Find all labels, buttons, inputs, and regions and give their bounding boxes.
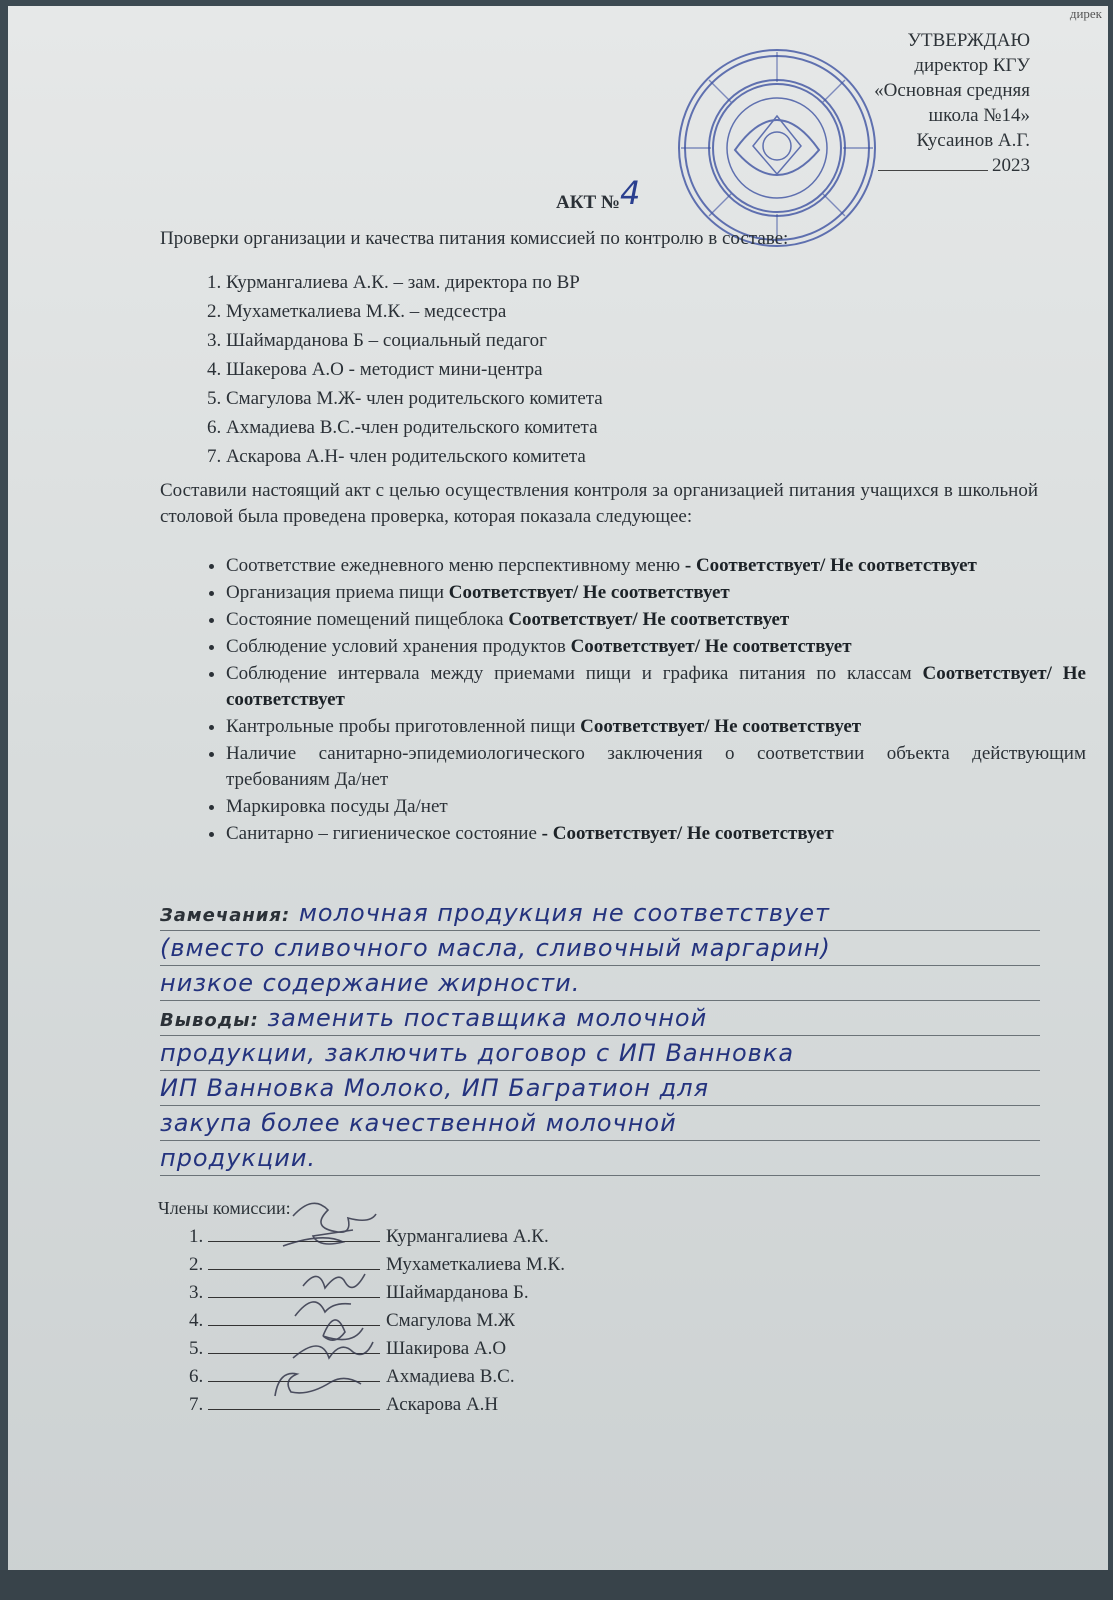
list-item: 6. Ахмадиева В.С.-член родительского комитета	[226, 413, 603, 442]
signature-row: 1. Курмангалиева А.К.	[208, 1223, 858, 1251]
check-result: Соответствует/ Не соответствует	[552, 823, 834, 844]
check-result: Соответствует/ Не соответствует	[570, 636, 852, 657]
list-item: 5. Смагулова М.Ж- член родительского комитета	[226, 384, 603, 413]
remarks-label: Замечания:	[160, 905, 291, 926]
signature-row: 4. Смагулова М.Ж	[208, 1307, 858, 1335]
conclusions-label: Выводы:	[160, 1010, 259, 1031]
check-item: • Соответствие ежедневного меню перспективному меню - Соответствует/ Не соответствует	[226, 553, 1086, 579]
list-item: 2. Мухаметкалиева М.К. – медсестра	[226, 297, 603, 326]
check-item: • Соблюдение условий хранения продуктов Соответствует/ Не соответствует	[226, 634, 1086, 660]
check-item: • Соблюдение интервала между приемами пищи и графика питания по классам Соответствует/ Не соответствует	[226, 661, 1086, 713]
intro-text: Проверки организации и качества питания комиссией по контролю в составе:	[160, 228, 789, 249]
corner-text: дирек	[1069, 6, 1102, 21]
check-item: • Маркировка посуды Да/нет	[226, 794, 1086, 820]
signature-row: 2. Мухаметкалиева М.К.	[208, 1251, 858, 1279]
check-item: • Наличие санитарно-эпидемиологического заключения о соответствии объекта действующим требованиям Да/нет	[226, 741, 1086, 793]
check-result: Соответствует/ Не соответствует	[695, 555, 977, 576]
check-result: Соответствует/ Не соответствует	[226, 663, 1086, 710]
list-item: 1. Курмангалиева А.К. – зам. директора по ВР	[226, 268, 603, 297]
remarks-line: Замечания: молочная продукция не соответствует	[160, 896, 1040, 931]
approval-heading: УТВЕРЖДАЮ	[907, 30, 1030, 51]
signature-row: 5. Шакирова А.О	[208, 1335, 858, 1363]
conclusions-line: закупа более качественной молочной	[160, 1106, 1040, 1141]
approval-line4: Кусаинов А.Г.	[916, 130, 1030, 151]
conclusions-line: ИП Ванновка Молоко, ИП Багратион для	[160, 1071, 1040, 1106]
remarks-section	[160, 896, 1040, 1176]
commission-label: Члены комиссии:	[158, 1198, 291, 1218]
approval-line3: школа №14»	[928, 105, 1030, 126]
check-item: • Санитарно – гигиеническое состояние - Соответствует/ Не соответствует	[226, 821, 1086, 847]
approval-line2: «Основная средняя	[874, 80, 1030, 101]
approval-block	[830, 28, 1030, 178]
document-title	[556, 174, 641, 216]
conclusions-line: Выводы: заменить поставщика молочной	[160, 1001, 1040, 1036]
list-item: 3. Шаймарданова Б – социальный педагог	[226, 326, 603, 355]
check-result: Соответствует/ Не соответствует	[508, 609, 790, 630]
check-item: • Организация приема пищи Соответствует/ Не соответствует	[226, 580, 1086, 606]
commission-list	[176, 268, 603, 471]
title-number: 4	[620, 174, 641, 212]
list-item: 4. Шакерова А.О - методист мини-центра	[226, 355, 603, 384]
conclusions-line: продукции.	[160, 1141, 1040, 1176]
purpose-paragraph: Составили настоящий акт с целью осуществления контроля за организацией питания учащихся в школьной столовой была проведена проверка, которая показала следующее:	[160, 480, 1038, 527]
signature-row: 6. Ахмадиева В.С.	[208, 1363, 858, 1391]
check-item: • Состояние помещений пищеблока Соответствует/ Не соответствует	[226, 607, 1086, 633]
approval-line1: директор КГУ	[914, 55, 1030, 76]
list-item: 7. Аскарова А.Н- член родительского комитета	[226, 442, 603, 471]
approval-year: 2023	[992, 155, 1030, 176]
checklist	[180, 553, 1086, 848]
background-strip	[0, 1570, 1113, 1600]
signature-row: 3. Шаймарданова Б.	[208, 1279, 858, 1307]
check-result: Соответствует/ Не соответствует	[580, 716, 862, 737]
signature-row: 7. Аскарова А.Н	[208, 1391, 858, 1419]
title-label: АКТ №	[556, 192, 621, 213]
remarks-line: (вместо сливочного масла, сливочный маргарин)	[160, 931, 1040, 966]
document-sheet	[8, 6, 1108, 1596]
remarks-line: низкое содержание жирности.	[160, 966, 1040, 1001]
check-item: • Кантрольные пробы приготовленной пищи Соответствует/ Не соответствует	[226, 714, 1086, 740]
signatures-scribble	[223, 1186, 403, 1406]
conclusions-line: продукции, заключить договор с ИП Ванновка	[160, 1036, 1040, 1071]
check-result: Соответствует/ Не соответствует	[448, 582, 730, 603]
signature-line	[878, 170, 988, 171]
